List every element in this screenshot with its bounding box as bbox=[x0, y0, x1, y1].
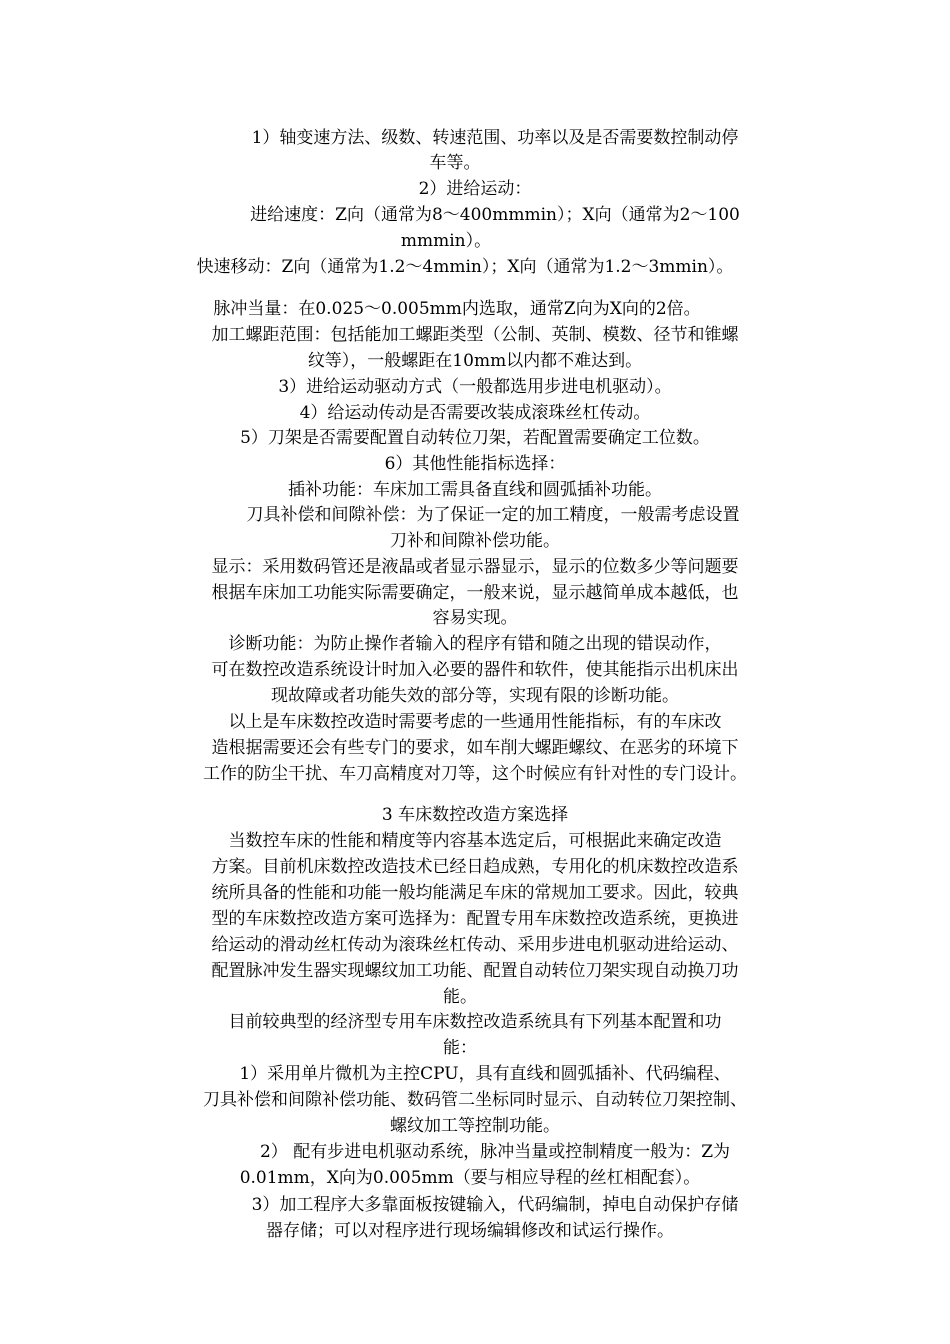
text-line: 1）采用单片微机为主控CPU，具有直线和圆弧插补、代码编程、 bbox=[239, 1064, 731, 1084]
text-line: 目前较典型的经济型专用车床数控改造系统具有下列基本配置和功 bbox=[228, 1012, 722, 1032]
text-line: 3）进给运动驱动方式（一般都选用步进电机驱动）。 bbox=[278, 377, 672, 397]
text-line: 6）其他性能指标选择： bbox=[384, 454, 566, 474]
text-line: 螺纹加工等控制功能。 bbox=[390, 1116, 560, 1136]
text-line: 刀具补偿和间隙补偿：为了保证一定的加工精度，一般需考虑设置 bbox=[246, 505, 740, 525]
text-line: 方案。目前机床数控改造技术已经日趋成熟，专用化的机床数控改造系 bbox=[211, 857, 739, 877]
text-line: 5）刀架是否需要配置自动转位刀架，若配置需要确定工位数。 bbox=[240, 428, 710, 448]
text-line: 容易实现。 bbox=[432, 608, 518, 628]
text-line: 型的车床数控改造方案可选择为：配置专用车床数控改造系统，更换进 bbox=[211, 909, 739, 929]
text-line: mmmin）。 bbox=[400, 231, 492, 251]
text-line: 造根据需要还会有些专门的要求，如车削大螺距螺纹、在恶劣的环境下 bbox=[211, 738, 739, 758]
text-line: 根据车床加工功能实际需要确定，一般来说，显示越简单成本越低，也 bbox=[211, 583, 739, 603]
text-line: 0.01mm，X向为0.005mm（要与相应导程的丝杠相配套）。 bbox=[239, 1168, 701, 1188]
text-line: 可在数控改造系统设计时加入必要的器件和软件，使其能指示出机床出 bbox=[211, 660, 739, 680]
text-line: 进给速度：Z向（通常为8～400mmmin）；X向（通常为2～100 bbox=[250, 205, 740, 225]
text-line: 刀补和间隙补偿功能。 bbox=[390, 531, 560, 551]
text-line: 以上是车床数控改造时需要考虑的一些通用性能指标，有的车床改 bbox=[228, 712, 722, 732]
text-line: 快速移动：Z向（通常为1.2～4mmin）；X向（通常为1.2～3mmin）。 bbox=[196, 257, 734, 277]
text-line: 给运动的滑动丝杠传动为滚珠丝杠传动、采用步进电机驱动进给运动、 bbox=[211, 935, 739, 955]
text-line: 刀具补偿和间隙补偿功能、数码管二坐标同时显示、自动转位刀架控制、 bbox=[203, 1090, 747, 1110]
text-line: 3）加工程序大多靠面板按键输入，代码编制，掉电自动保护存储 bbox=[251, 1195, 739, 1215]
text-line: 当数控车床的性能和精度等内容基本选定后，可根据此来确定改造 bbox=[228, 831, 722, 851]
text-line: 车等。 bbox=[429, 153, 481, 173]
text-line: 能： bbox=[443, 1038, 477, 1058]
section-heading: 3 车床数控改造方案选择 bbox=[381, 805, 569, 825]
text-line: 加工螺距范围：包括能加工螺距类型（公制、英制、模数、径节和锥螺 bbox=[211, 325, 739, 345]
text-line: 1）轴变速方法、级数、转速范围、功率以及是否需要数控制动停 bbox=[251, 128, 739, 148]
text-line: 配置脉冲发生器实现螺纹加工功能、配置自动转位刀架实现自动换刀功 bbox=[211, 961, 739, 981]
text-line: 统所具备的性能和功能一般均能满足车床的常规加工要求。因此，较典 bbox=[211, 883, 739, 903]
text-line: 插补功能：车床加工需具备直线和圆弧插补功能。 bbox=[288, 480, 662, 500]
text-line: 显示：采用数码管还是液晶或者显示器显示，显示的位数多少等问题要 bbox=[211, 557, 739, 577]
text-line: 4）给运动传动是否需要改装成滚珠丝杠传动。 bbox=[299, 403, 651, 423]
text-line: 能。 bbox=[443, 987, 477, 1007]
text-line: 诊断功能：为防止操作者输入的程序有错和随之出现的错误动作， bbox=[228, 634, 722, 654]
text-line: 现故障或者功能失效的部分等，实现有限的诊断功能。 bbox=[271, 686, 679, 706]
text-line: 器存储；可以对程序进行现场编辑修改和试运行操作。 bbox=[266, 1221, 674, 1241]
text-line: 2） 配有步进电机驱动系统，脉冲当量或控制精度一般为：Z为 bbox=[259, 1142, 731, 1162]
text-line: 纹等），一般螺距在10mm以内都不难达到。 bbox=[307, 351, 643, 371]
text-line: 脉冲当量：在0.025～0.005mm内选取，通常Z向为X向的2倍。 bbox=[213, 299, 701, 319]
text-line: 工作的防尘干扰、车刀高精度对刀等，这个时候应有针对性的专门设计。 bbox=[203, 764, 747, 784]
text-line: 2）进给运动： bbox=[418, 179, 532, 199]
